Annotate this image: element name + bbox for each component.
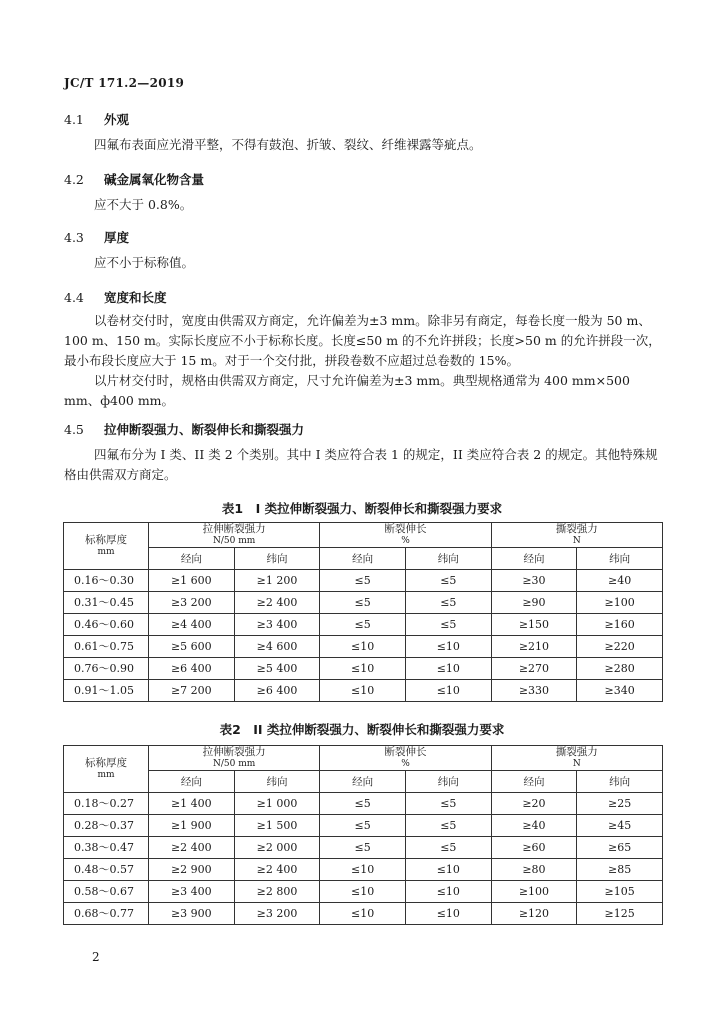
table-1-subheader-warp: 经向 [491, 548, 577, 570]
table-1-header-elongation: 断裂伸长 % [320, 523, 491, 548]
thickness-cell: 0.58～0.67 [64, 881, 149, 903]
section-body-4-2: 应不大于 0.8%。 [94, 197, 193, 212]
value-cell: ≥1 000 [234, 793, 320, 815]
table-1-subheader-weft: 纬向 [405, 548, 491, 570]
value-cell: ≥270 [491, 658, 577, 680]
value-cell: ≤10 [320, 636, 406, 658]
table-1-header-tear: 撕裂强力 N [491, 523, 662, 548]
table-1-subheader-weft: 纬向 [577, 548, 663, 570]
table-row [64, 658, 663, 680]
thickness-cell: 0.28～0.37 [64, 815, 149, 837]
thickness-cell: 0.46～0.60 [64, 614, 149, 636]
value-cell: ≥280 [577, 658, 663, 680]
value-cell: ≤5 [405, 837, 491, 859]
value-cell: ≥2 400 [234, 592, 320, 614]
value-cell: ≤5 [405, 592, 491, 614]
value-cell: ≥1 400 [149, 793, 235, 815]
value-cell: ≥2 000 [234, 837, 320, 859]
value-cell: ≥2 400 [234, 859, 320, 881]
table-1-header-thickness: 标称厚度 mm [64, 523, 149, 570]
value-cell: ≤5 [320, 793, 406, 815]
value-cell: ≥1 600 [149, 570, 235, 592]
value-cell: ≥1 500 [234, 815, 320, 837]
section-heading-4-3: 4.3 厚度 [64, 230, 130, 245]
value-cell: ≥6 400 [149, 658, 235, 680]
table-2-header-thickness: 标称厚度 mm [64, 746, 149, 793]
table-2-subheader-weft: 纬向 [405, 771, 491, 793]
value-cell: ≥40 [577, 570, 663, 592]
table-2-body [64, 793, 663, 925]
value-cell: ≤5 [320, 614, 406, 636]
value-cell: ≥80 [491, 859, 577, 881]
value-cell: ≥3 900 [149, 903, 235, 925]
value-cell: ≥210 [491, 636, 577, 658]
section-heading-4-2: 4.2 碱金属氧化物含量 [64, 172, 205, 187]
value-cell: ≥20 [491, 793, 577, 815]
value-cell: ≤5 [320, 815, 406, 837]
thickness-cell: 0.16～0.30 [64, 570, 149, 592]
table-2-subheader-weft: 纬向 [577, 771, 663, 793]
value-cell: ≥40 [491, 815, 577, 837]
table-2-caption: 表2 II 类拉伸断裂强力、断裂伸长和撕裂强力要求 [219, 722, 505, 737]
section-body-4-5: 四氟布分为 I 类、II 类 2 个类别。其中 I 类应符合表 1 的规定，II 类应符合表 2 的规定。其他特殊规格由供需双方商定。 [64, 447, 658, 482]
table-1-header-tensile: 拉伸断裂强力 N/50 mm [149, 523, 320, 548]
value-cell: ≥5 400 [234, 658, 320, 680]
table-row [64, 680, 663, 702]
value-cell: ≤10 [405, 859, 491, 881]
table-2-header-tensile: 拉伸断裂强力 N/50 mm [149, 746, 320, 771]
page-number: 2 [92, 950, 100, 964]
standard-number-header: JC/T 171.2—2019 [64, 76, 185, 90]
value-cell: ≥7 200 [149, 680, 235, 702]
thickness-cell: 0.48～0.57 [64, 859, 149, 881]
table-2-subheader-warp: 经向 [320, 771, 406, 793]
value-cell: ≥45 [577, 815, 663, 837]
table-row [64, 592, 663, 614]
table-row [64, 881, 663, 903]
value-cell: ≥105 [577, 881, 663, 903]
value-cell: ≥150 [491, 614, 577, 636]
value-cell: ≤10 [405, 636, 491, 658]
table-1-body [64, 570, 663, 702]
section-heading-4-1: 4.1 外观 [64, 112, 130, 127]
section-heading-4-4: 4.4 宽度和长度 [64, 290, 167, 305]
table-row [64, 636, 663, 658]
value-cell: ≥120 [491, 903, 577, 925]
value-cell: ≤5 [320, 837, 406, 859]
table-1-subheader-warp: 经向 [320, 548, 406, 570]
value-cell: ≤10 [405, 881, 491, 903]
value-cell: ≥100 [491, 881, 577, 903]
value-cell: ≥85 [577, 859, 663, 881]
table-1-subheader-warp: 经向 [149, 548, 235, 570]
value-cell: ≥220 [577, 636, 663, 658]
value-cell: ≥3 200 [234, 903, 320, 925]
value-cell: ≤10 [405, 903, 491, 925]
value-cell: ≥125 [577, 903, 663, 925]
value-cell: ≥4 400 [149, 614, 235, 636]
value-cell: ≤10 [320, 903, 406, 925]
thickness-cell: 0.91～1.05 [64, 680, 149, 702]
table-row [64, 815, 663, 837]
table-2-subheader-weft: 纬向 [234, 771, 320, 793]
value-cell: ≤5 [320, 570, 406, 592]
value-cell: ≥2 400 [149, 837, 235, 859]
value-cell: ≤5 [405, 815, 491, 837]
value-cell: ≥6 400 [234, 680, 320, 702]
table-2-subheader-warp: 经向 [491, 771, 577, 793]
value-cell: ≥90 [491, 592, 577, 614]
table-row [64, 793, 663, 815]
table-2 [63, 745, 663, 925]
section-body-4-4: 以卷材交付时，宽度由供需双方商定，允许偏差为±3 mm。除非另有商定，每卷长度一般为 50 m、100 m、150 m。实际长度应不小于标称长度。长度≤50 m 的不允许拼段；长度>50 m 的允许拼段一次，最小布段长度应大于 15 m。对于一个交付批，拼段卷数不应超过总卷数的 15%。 以片材交付时，规格由供需双方商定，尺寸允许偏差为±3 mm。典型规格通常为 400 mm×500 mm、ф400 mm。 [64, 313, 661, 408]
thickness-cell: 0.68～0.77 [64, 903, 149, 925]
table-2-header-tear: 撕裂强力 N [491, 746, 662, 771]
table-row [64, 570, 663, 592]
value-cell: ≤10 [320, 881, 406, 903]
table-row [64, 859, 663, 881]
value-cell: ≤10 [320, 658, 406, 680]
thickness-cell: 0.18～0.27 [64, 793, 149, 815]
value-cell: ≥1 900 [149, 815, 235, 837]
value-cell: ≤5 [320, 592, 406, 614]
value-cell: ≤5 [405, 793, 491, 815]
value-cell: ≤10 [320, 859, 406, 881]
value-cell: ≥160 [577, 614, 663, 636]
table-row [64, 837, 663, 859]
thickness-cell: 0.76～0.90 [64, 658, 149, 680]
table-1-subheader-weft: 纬向 [234, 548, 320, 570]
table-2-subheader-warp: 经向 [149, 771, 235, 793]
value-cell: ≥340 [577, 680, 663, 702]
value-cell: ≤10 [320, 680, 406, 702]
section-body-4-1: 四氟布表面应光滑平整，不得有鼓泡、折皱、裂纹、纤维裸露等疵点。 [94, 137, 482, 152]
value-cell: ≤5 [405, 570, 491, 592]
value-cell: ≥3 200 [149, 592, 235, 614]
value-cell: ≤10 [405, 658, 491, 680]
section-heading-4-5: 4.5 拉伸断裂强力、断裂伸长和撕裂强力 [64, 422, 305, 437]
value-cell: ≥4 600 [234, 636, 320, 658]
value-cell: ≥2 800 [234, 881, 320, 903]
value-cell: ≥30 [491, 570, 577, 592]
table-row [64, 614, 663, 636]
thickness-cell: 0.61～0.75 [64, 636, 149, 658]
thickness-cell: 0.38～0.47 [64, 837, 149, 859]
table-row [64, 903, 663, 925]
value-cell: ≥5 600 [149, 636, 235, 658]
value-cell: ≥1 200 [234, 570, 320, 592]
value-cell: ≥330 [491, 680, 577, 702]
thickness-cell: 0.31～0.45 [64, 592, 149, 614]
value-cell: ≥65 [577, 837, 663, 859]
value-cell: ≥2 900 [149, 859, 235, 881]
section-body-4-3: 应不小于标称值。 [94, 255, 195, 270]
value-cell: ≤5 [405, 614, 491, 636]
value-cell: ≥60 [491, 837, 577, 859]
value-cell: ≥25 [577, 793, 663, 815]
table-1 [63, 522, 663, 702]
table-1-caption: 表1 I 类拉伸断裂强力、断裂伸长和撕裂强力要求 [221, 501, 503, 516]
value-cell: ≥3 400 [234, 614, 320, 636]
table-2-header-elongation: 断裂伸长 % [320, 746, 491, 771]
value-cell: ≥100 [577, 592, 663, 614]
value-cell: ≥3 400 [149, 881, 235, 903]
value-cell: ≤10 [405, 680, 491, 702]
